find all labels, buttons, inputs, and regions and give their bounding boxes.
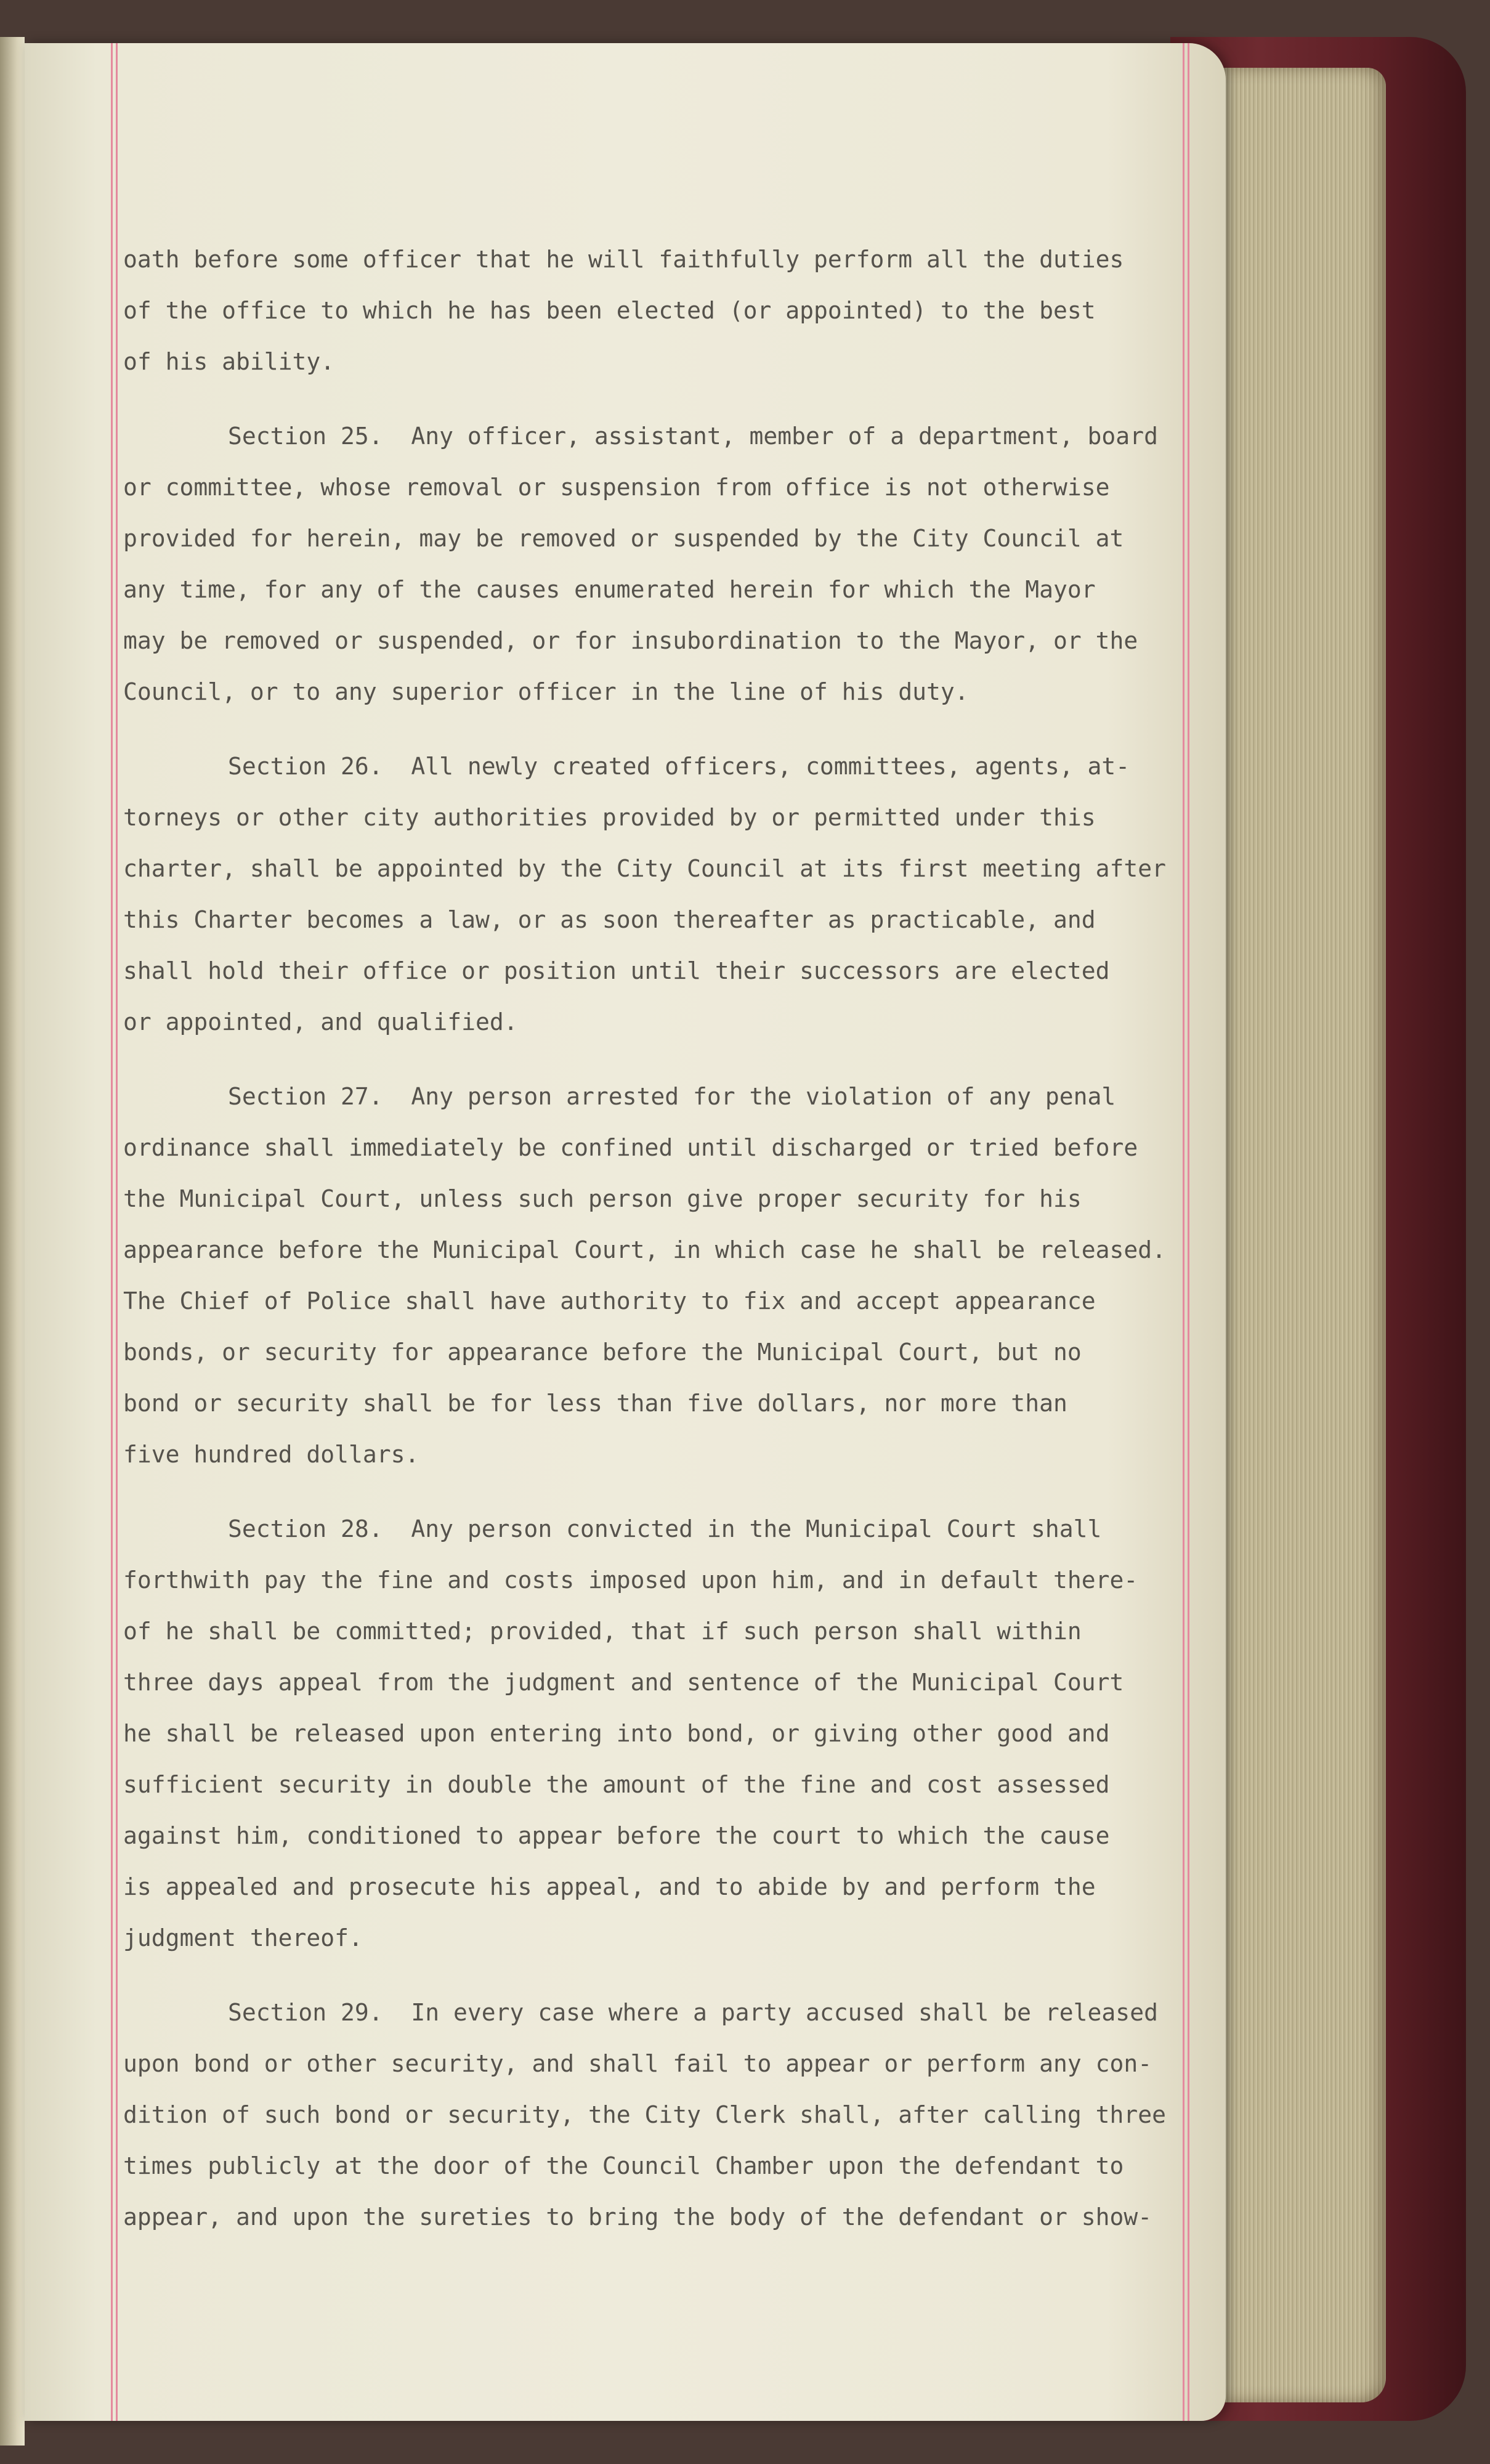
text-line: times publicly at the door of the Council Chamber upon the defendant to: [123, 2152, 1124, 2179]
text-line: any time, for any of the causes enumerated herein for which the Mayor: [123, 576, 1096, 603]
text-line: Section 27. Any person arrested for the violation of any penal: [228, 1083, 1116, 1110]
left-margin-rule: [111, 43, 113, 2421]
text-line: bond or security shall be for less than five dollars, nor more than: [123, 1390, 1067, 1417]
text-line: three days appeal from the judgment and sentence of the Municipal Court: [123, 1669, 1124, 1696]
text-line: bonds, or security for appearance before the Municipal Court, but no: [123, 1339, 1082, 1366]
book-page-edges: [1207, 68, 1386, 2402]
text-line: The Chief of Police shall have authority to fix and accept appearance: [123, 1287, 1096, 1315]
text-line: torneys or other city authorities provided by or permitted under this: [123, 804, 1096, 831]
typed-text-body: [123, 234, 1207, 2279]
text-line: Section 25. Any officer, assistant, member of a department, board: [228, 423, 1158, 450]
text-line: or appointed, and qualified.: [123, 1008, 518, 1035]
left-margin-rule-inner: [116, 43, 118, 2421]
text-line: against him, conditioned to appear before the court to which the cause: [123, 1822, 1110, 1849]
paragraph-section-27: [123, 1071, 1207, 1480]
paragraph-section-26: [123, 741, 1207, 1048]
text-line: dition of such bond or security, the City Clerk shall, after calling three: [123, 2101, 1166, 2128]
text-line: of he shall be committed; provided, that if such person shall within: [123, 1618, 1082, 1645]
text-line: ordinance shall immediately be confined until discharged or tried before: [123, 1134, 1138, 1161]
text-line: this Charter becomes a law, or as soon thereafter as practicable, and: [123, 906, 1096, 933]
text-line: appearance before the Municipal Court, in which case he shall be released.: [123, 1236, 1166, 1263]
text-line: or committee, whose removal or suspension from office is not otherwise: [123, 474, 1110, 501]
text-line: upon bond or other security, and shall fail to appear or perform any con-: [123, 2050, 1152, 2077]
text-line: Section 29. In every case where a party accused shall be released: [228, 1999, 1158, 2026]
text-line: Section 28. Any person convicted in the Municipal Court shall: [228, 1515, 1102, 1542]
text-line: Section 26. All newly created officers, committees, agents, at-: [228, 753, 1130, 780]
text-line: sufficient security in double the amount of the fine and cost assessed: [123, 1771, 1110, 1798]
text-line: of the office to which he has been elected (or appointed) to the best: [123, 297, 1096, 324]
text-line: judgment thereof.: [123, 1924, 363, 1951]
text-line: appear, and upon the sureties to bring the body of the defendant or show-: [123, 2203, 1152, 2231]
text-line: is appealed and prosecute his appeal, and to abide by and perform the: [123, 1873, 1096, 1900]
text-line: may be removed or suspended, or for insubordination to the Mayor, or the: [123, 627, 1138, 654]
paragraph-section-29: [123, 1987, 1207, 2243]
text-line: oath before some officer that he will faithfully perform all the duties: [123, 246, 1124, 273]
paragraph-section-28: [123, 1504, 1207, 1964]
paragraph-section-25: [123, 411, 1207, 718]
text-line: provided for herein, may be removed or suspended by the City Council at: [123, 525, 1124, 552]
text-line: five hundred dollars.: [123, 1441, 419, 1468]
text-line: the Municipal Court, unless such person give proper security for his: [123, 1185, 1082, 1212]
text-line: Council, or to any superior officer in the line of his duty.: [123, 678, 969, 705]
text-line: he shall be released upon entering into bond, or giving other good and: [123, 1720, 1110, 1747]
text-line: shall hold their office or position until their successors are elected: [123, 957, 1110, 984]
left-page-strip: [0, 37, 25, 2446]
paragraph-p-continuation: [123, 234, 1207, 387]
text-line: forthwith pay the fine and costs imposed upon him, and in default there-: [123, 1566, 1138, 1594]
text-line: charter, shall be appointed by the City Council at its first meeting after: [123, 855, 1166, 882]
text-line: of his ability.: [123, 348, 335, 375]
